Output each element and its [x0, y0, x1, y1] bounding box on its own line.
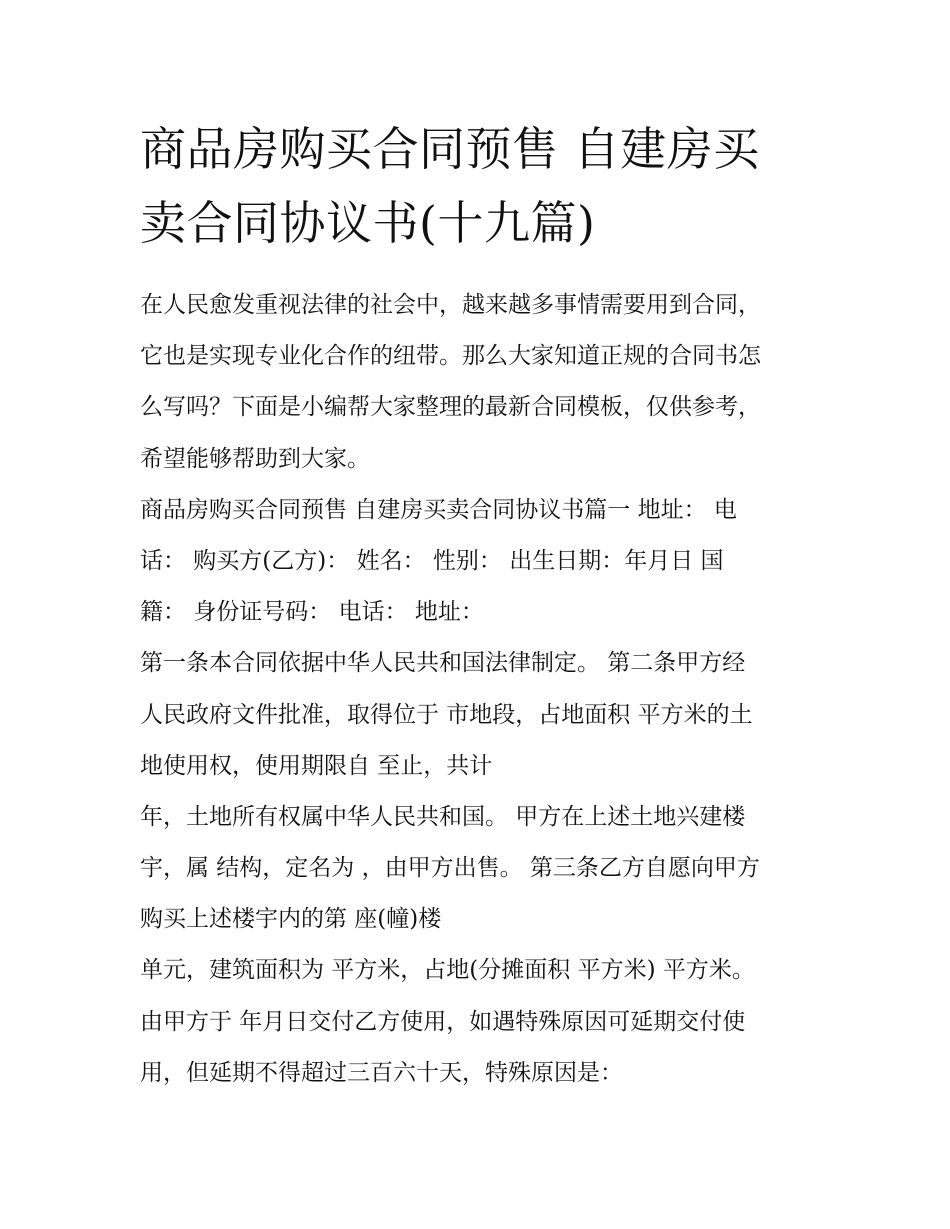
paragraph-line: 第一条本合同依据中华人民共和国法律制定。 第二条甲方经: [140, 650, 746, 677]
paragraph-line: 地使用权，使用期限自 至止，共计: [140, 752, 493, 779]
paragraph-line: 年，土地所有权属中华人民共和国。 甲方在上述土地兴建楼: [140, 803, 746, 830]
paragraph-line: 宇，属 结构，定名为 ，由甲方出售。 第三条乙方自愿向甲方: [140, 855, 760, 882]
title-line: 卖合同协议书(十九篇): [140, 196, 596, 250]
paragraph-line: 商品房购买合同预售 自建房买卖合同协议书篇一 地址： 电: [140, 496, 737, 523]
paragraph-line: 在人民愈发重视法律的社会中，越来越多事情需要用到合同，: [140, 292, 761, 318]
title-line: 商品房购买合同预售 自建房买: [140, 122, 760, 176]
paragraph-line: 由甲方于 年月日交付乙方使用，如遇特殊原因可延期交付使: [140, 1008, 746, 1035]
paragraph-line: 么写吗？下面是小编帮大家整理的最新合同模板，仅供参考，: [140, 394, 761, 421]
document-title: [140, 112, 820, 260]
paragraph-line: 它也是实现专业化合作的纽带。那么大家知道正规的合同书怎: [140, 343, 761, 370]
document-body: [140, 280, 820, 1099]
paragraph-line: 人民政府文件批准，取得位于 市地段，占地面积 平方米的土: [140, 701, 753, 728]
paragraph-line: 购买上述楼宇内的第 座(幢)楼: [140, 906, 442, 933]
paragraph-line: 希望能够帮助到大家。: [140, 445, 370, 472]
paragraph-line: 用，但延期不得超过三百六十天，特殊原因是：: [140, 1059, 623, 1086]
paragraph-line: 话： 购买方(乙方)： 姓名： 性别： 出生日期：年月日 国: [140, 547, 724, 574]
paragraph-line: 单元，建筑面积为 平方米，占地(分摊面积 平方米) 平方米。: [140, 957, 755, 984]
paragraph-line: 籍： 身份证号码： 电话： 地址：: [140, 599, 484, 626]
